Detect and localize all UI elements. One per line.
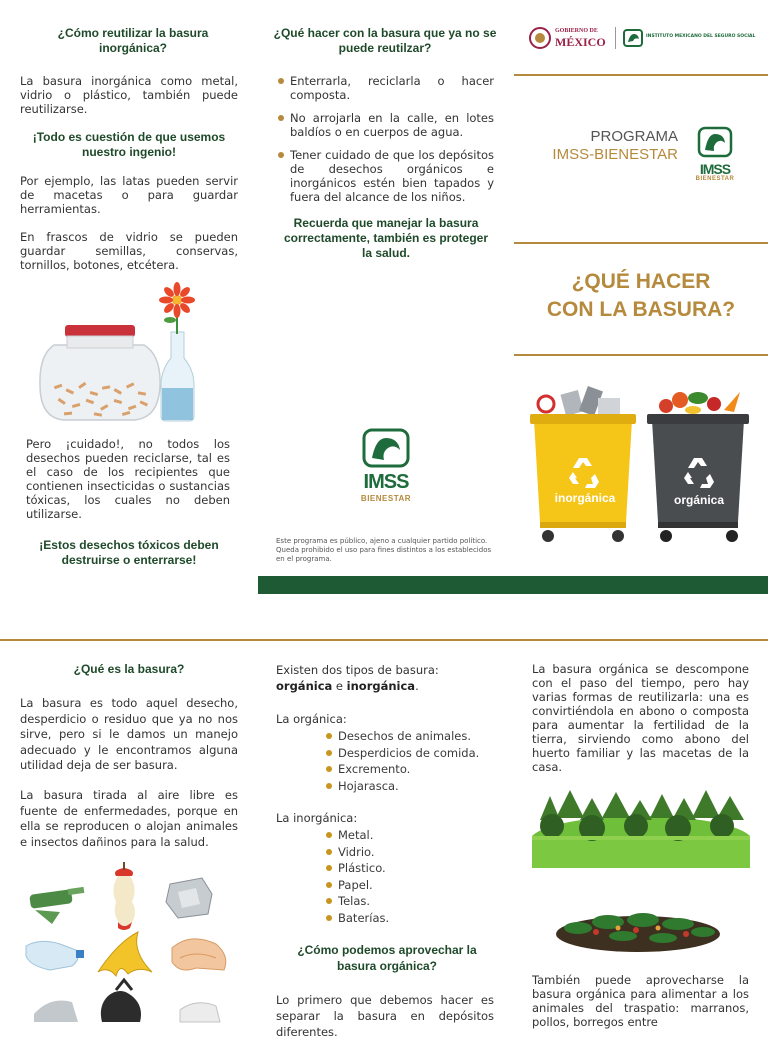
heading-ingenuity: ¡Todo es cuestión de que usemos nuestro ingenio! [32, 130, 226, 159]
remember-message: Recuerda que manejar la basura correctamente, también es proteger la salud. [283, 216, 489, 260]
list-item: Vidrio. [326, 844, 548, 861]
logo-subtitle: BIENESTAR [360, 494, 412, 503]
trash-items-illustration [20, 862, 240, 1024]
paragraph-trash-definition: La basura es todo aquel desecho, desperdicio o residuo que ya no nos sirve, pero si le damos un manejo adecuado y le encontramos alguna utilidad deja de ser basura. [20, 696, 238, 772]
trash-bag-icon [101, 980, 141, 1022]
paragraph-cans-example: Por ejemplo, las latas pueden servir de macetas o para guardar herramientas. [20, 174, 238, 216]
mexico-seal-icon [528, 26, 552, 50]
trash-bins-illustration [528, 380, 758, 550]
cover-title-line1: ¿QUÉ HACER [571, 270, 711, 293]
logo-subtitle: BIENESTAR [695, 176, 735, 182]
imss-small-icon [623, 29, 643, 47]
paragraph-separate-trash: Lo primero que debemos hacer es separar la basura en depósitos diferentes. [276, 993, 494, 1039]
cover-title-line2: CON LA BASURA? [546, 298, 736, 321]
list-item: Plástico. [326, 860, 548, 877]
list-item: Metal. [326, 827, 548, 844]
non-reusable-list [278, 74, 494, 213]
gob-big: MÉXICO [555, 35, 606, 49]
plastic-bottle-icon [26, 941, 84, 970]
list-item: Desechos de animales. [326, 728, 548, 745]
logo-word: IMSS [699, 161, 731, 177]
intro-and: e [332, 679, 347, 693]
imss-bienestar-label: IMSS-BIENESTAR [552, 146, 678, 163]
imss-emblem-icon [697, 126, 733, 158]
paragraph-inorganic-reuse: La basura inorgánica como metal, vidrio o plástico, también puede reutilizarse. [20, 74, 238, 116]
programa-label: PROGRAMA [590, 128, 678, 145]
list-item: Desperdicios de comida. [326, 745, 548, 762]
list-item: Enterrarla, reciclarla o hacer composta. [278, 74, 494, 102]
broken-bottle-icon [29, 887, 84, 924]
list-item: Baterías. [326, 910, 548, 927]
list-item: Tener cuidado de que los depósitos de desechos orgánicos e inorgánicos estén bien tapados y fuera del alcance de los niños. [278, 148, 494, 204]
intro-text: Existen dos tipos de basura: [276, 663, 439, 677]
heading-non-reusable: ¿Qué hacer con la basura que ya no se puede reutilzar? [273, 26, 497, 55]
list-item: Hojarasca. [326, 778, 548, 795]
organic-label: La orgánica: [276, 712, 347, 726]
intro-inorganic: inorgánica [346, 679, 416, 693]
gob-small: GOBIERNO DE [555, 28, 598, 34]
intro-period: . [415, 679, 419, 693]
logo-word: IMSS [363, 471, 409, 493]
paragraph-jars-example: En frascos de vidrio se pueden guardar semillas, conservas, tornillos, botones, etcétera. [20, 230, 238, 272]
heading-what-is-trash: ¿Qué es la basura? [73, 662, 185, 676]
list-item: No arrojarla en la calle, en lotes baldíos o en cuerpos de agua. [278, 111, 494, 139]
program-title [530, 128, 678, 164]
apple-core-icon [113, 862, 135, 930]
list-item: Papel. [326, 877, 548, 894]
gold-rule-bottom [514, 354, 768, 356]
green-bar [258, 576, 768, 594]
header-logos [528, 26, 768, 52]
inorganic-list [276, 827, 548, 926]
list-item: Telas. [326, 893, 548, 910]
eggshell-icon [172, 939, 226, 970]
row-separator [0, 639, 768, 641]
heading-use-organic: ¿Cómo podemos aprovechar la basura orgánica? [297, 943, 477, 973]
gold-rule-top [514, 74, 768, 76]
gold-rule-mid [514, 242, 768, 244]
divider [615, 27, 616, 49]
paragraph-caution: Pero ¡cuidado!, no todos los desechos pueden reciclarse, tal es el caso de los recipientes que contienen insecticidas o sustancias tóxicas, los cuales no deben utilizarse. [26, 437, 230, 521]
paragraph-organic-decomposes: La basura orgánica se descompone con el paso del tiempo, pero hay varias formas de reutilizarla: una es convirtiéndola en abono o composta para aumentar la fertilidad de la tierra, sirviendo como abono del huerto familiar y las macetas de la casa. [532, 662, 749, 774]
inorganic-label: La inorgánica: [276, 811, 358, 825]
paragraph-trash-disease: La basura tirada al aire libre es fuente de enfermedades, porque en ella se reproducen o alojan animales e insectos dañinos para la salud. [20, 788, 238, 849]
imss-emblem-icon [362, 428, 410, 468]
garden-illustration [532, 780, 750, 868]
jar-and-bottle-illustration [34, 280, 234, 425]
can-lid-icon [34, 1001, 78, 1023]
paragraph-feed-animals: También puede aprovecharse la basura orgánica para alimentar a los animales del traspatio: marranos, pollos, borregos entre [532, 973, 749, 1029]
institute-name: INSTITUTO MEXICANO DEL SEGURO SOCIAL [646, 34, 756, 39]
imss-bienestar-logo [356, 428, 416, 503]
banana-peel-icon [98, 932, 152, 976]
heading-reuse-inorganic: ¿Cómo reutilizar la basura inorgánica? [57, 26, 209, 55]
crushed-can-icon [166, 878, 212, 918]
cover-title [514, 268, 768, 324]
bin-label-organic: orgánica [673, 493, 724, 507]
compost-pile-illustration [548, 902, 728, 958]
disclaimer: Este programa es público, ajeno a cualquier partido político. Queda prohibido el uso para fines distintos a los establecidos en el programa. [276, 537, 492, 563]
paragraph-types-intro [276, 662, 498, 694]
intro-organic: orgánica [276, 679, 333, 693]
imss-bienestar-logo-small [693, 126, 737, 182]
organic-trash-top [659, 392, 740, 414]
crumpled-paper-icon [180, 1003, 220, 1022]
organic-list [276, 728, 548, 794]
inorganic-trash-top [538, 386, 620, 416]
heading-toxic-waste: ¡Estos desechos tóxicos deben destruirse o enterrarse! [39, 538, 219, 567]
bin-label-inorganic: inorgánica [554, 491, 616, 505]
list-item: Excremento. [326, 761, 548, 778]
